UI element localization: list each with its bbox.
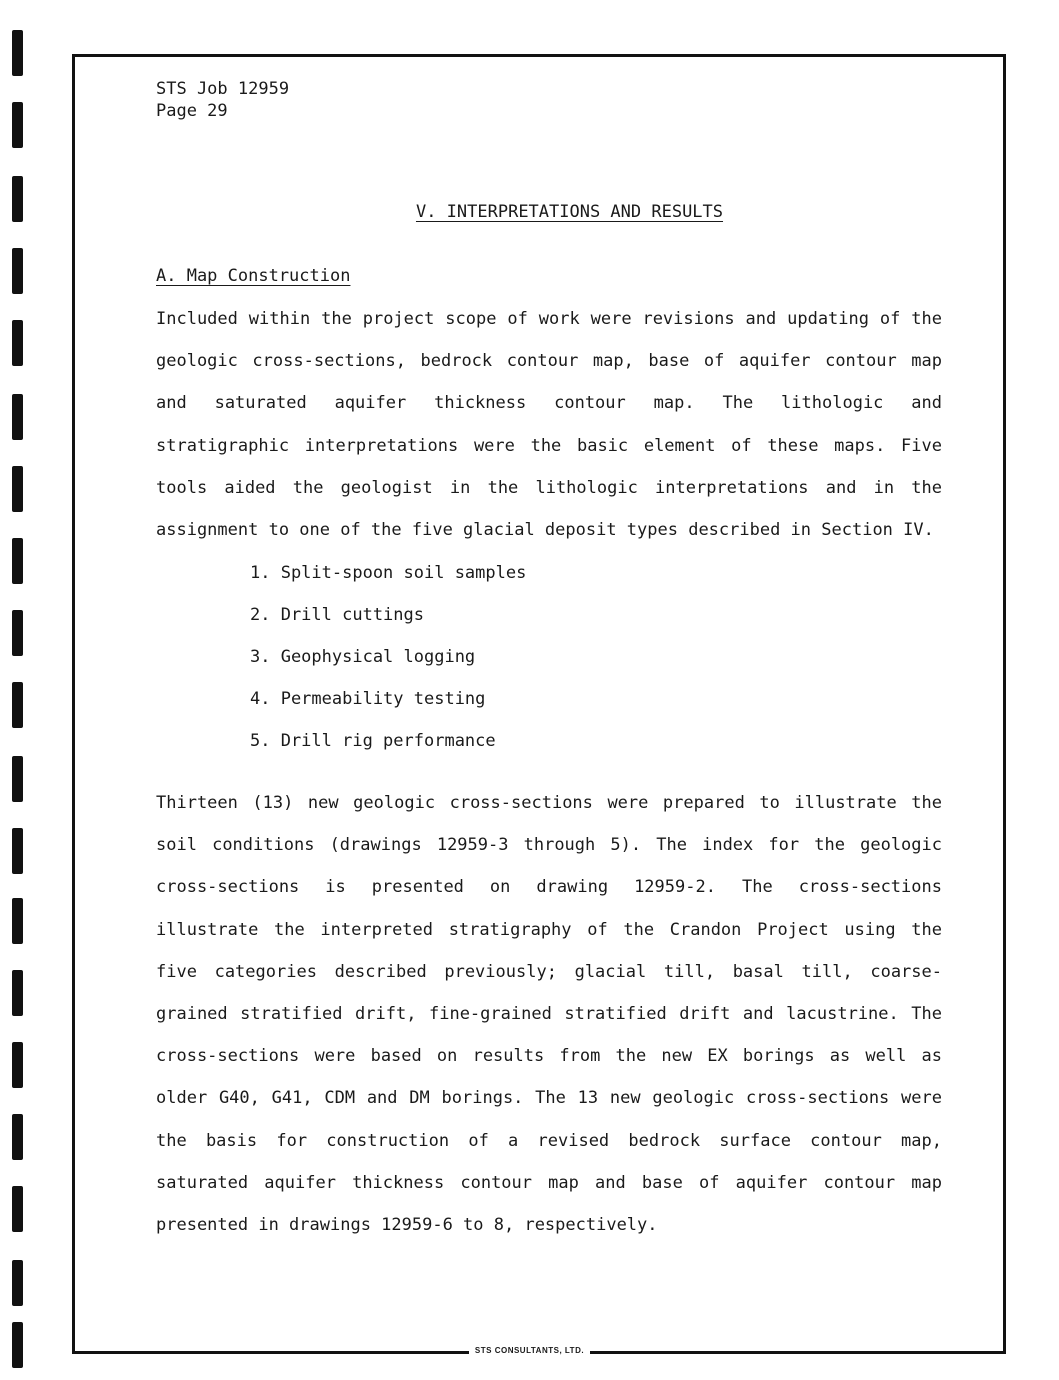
binding-mark (12, 1260, 23, 1306)
binding-mark (12, 1322, 23, 1368)
binding-mark (12, 394, 23, 440)
list-item: 4. Permeability testing (250, 689, 486, 709)
binding-mark (12, 102, 23, 148)
paragraph-map-construction: Included within the project scope of work were revisions and updating of the geologic cross-sections, bedrock contour map, base of aquifer contour map and saturated aquifer thickness contour map. The lithologic and stratigraphic interpretations were the basic element of these maps. Five tools aided the geologist in the lithologic interpretations and in the assignment to one of the five glacial deposit types described in Section IV. (156, 309, 942, 541)
binding-mark (12, 682, 23, 728)
tools-list (250, 552, 526, 762)
binding-mark (12, 756, 23, 802)
binding-mark (12, 828, 23, 874)
subsection-title: A. Map Construction (156, 266, 351, 286)
binding-mark (12, 610, 23, 656)
binding-mark (12, 538, 23, 584)
binding-mark (12, 466, 23, 512)
list-item: 1. Split-spoon soil samples (250, 563, 527, 583)
binding-mark (12, 1042, 23, 1088)
page-header (156, 78, 289, 122)
binding-mark (12, 248, 23, 294)
footer-company: STS CONSULTANTS, LTD. (469, 1346, 590, 1355)
binding-mark (12, 1114, 23, 1160)
footer (0, 1346, 1059, 1355)
binding-mark (12, 30, 23, 76)
page-number: Page 29 (156, 101, 228, 121)
paragraph-cross-sections: Thirteen (13) new geologic cross-sections were prepared to illustrate the soil conditions (drawings 12959-3 through 5). The index for the geologic cross-sections is presented on drawing 12959-2. The cross-sections illustrate the interpreted stratigraphy of the Crandon Project using the five categories described previously; glacial till, basal till, coarse-grained stratified drift, fine-grained stratified drift and lacustrine. The cross-sections were based on results from the new EX borings as well as older G40, G41, CDM and DM borings. The 13 new geologic cross-sections were the basis for construction of a revised bedrock surface contour map, saturated aquifer thickness contour map and base of aquifer contour map presented in drawings 12959-6 to 8, respectively. (156, 793, 942, 1236)
binding-mark (12, 1186, 23, 1232)
section-title (0, 202, 1059, 222)
job-number: STS Job 12959 (156, 79, 290, 99)
binding-mark (12, 970, 23, 1016)
binding-mark (12, 898, 23, 944)
section-title-text: V. INTERPRETATIONS AND RESULTS (415, 202, 724, 222)
binding-marks (12, 30, 24, 1370)
list-item: 5. Drill rig performance (250, 731, 496, 751)
binding-mark (12, 320, 23, 366)
list-item: 3. Geophysical logging (250, 647, 476, 667)
list-item: 2. Drill cuttings (250, 605, 424, 625)
